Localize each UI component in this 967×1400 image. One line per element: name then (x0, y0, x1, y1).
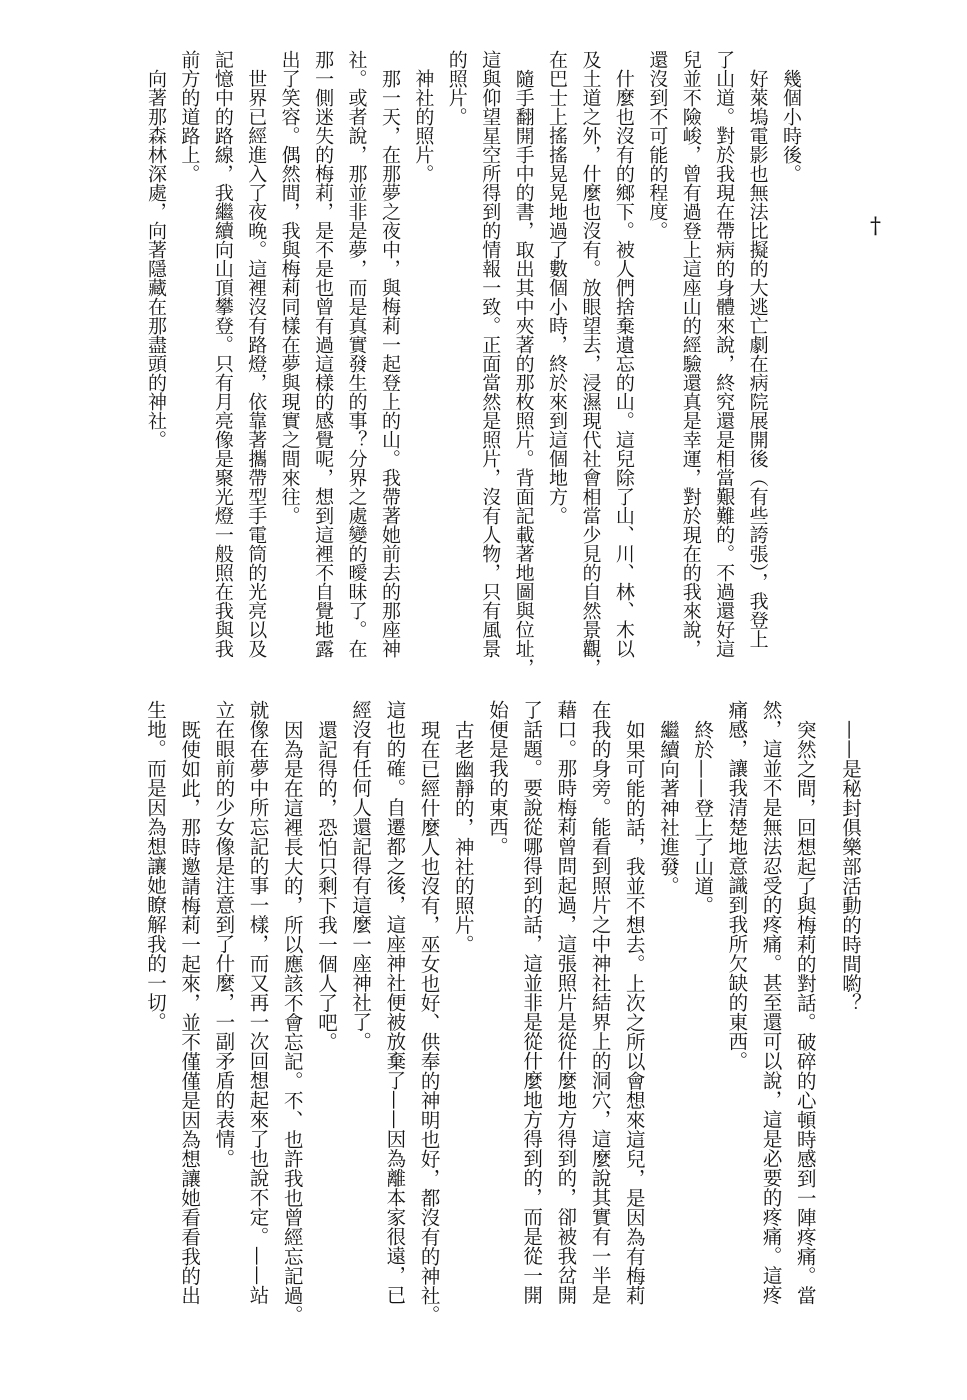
text-line: 生地。而是因為想讓她瞭解我的一切。 (143, 700, 167, 1032)
paragraph (480, 700, 651, 1340)
text-line: 這與仰望星空所得到的情報一致。正面當然是照片，沒有人物，只有風景 (479, 50, 502, 658)
text-line: 那一側迷失的梅莉，是不是也曾有過這樣的感覺呢，想到這裡不自覺地露 (312, 50, 335, 658)
text-line: 社。或者說，那並非是夢，而是真實發生的事？分界之處變的曖昧了。在 (345, 50, 368, 658)
paragraph (206, 700, 309, 1340)
section-break-mark: † (870, 214, 881, 239)
text-line: 古老幽靜的，神社的照片。 (451, 719, 475, 954)
upper-text-block (139, 50, 807, 680)
text-line: 什麼也沒有的鄉下。被人們捨棄遺忘的山。這兒除了山、川、林、木以 (612, 69, 635, 658)
paragraph (833, 700, 867, 1340)
text-line: 那一天，在那夢之夜中，與梅莉一起登上的山。我帶著她前去的那座神 (378, 69, 401, 658)
text-line: 終於——登上了山道。 (691, 719, 715, 915)
text-line: 立在眼前的少女像是注意到了什麼，一副矛盾的表情。 (212, 700, 236, 1168)
text-line: 在巴士上搖搖晃晃地過了數個小時，終於來到這個地方。 (546, 50, 569, 525)
text-line: 繼續向著神社進發。 (656, 719, 680, 895)
text-line: 如果可能的話，我並不想去。上次之所以會想來這兒，是因為有梅莉 (622, 719, 646, 1305)
text-line: ——是秘封俱樂部活動的時間喲？ (839, 719, 862, 1012)
text-line: 還記得的，恐怕只剩下我一個人了吧。 (314, 719, 338, 1051)
paragraph (651, 700, 685, 1340)
paragraph (540, 50, 640, 680)
paragraph (439, 50, 539, 680)
text-line: 這也的確。自遷都之後，這座神社便被放棄了——因為離本家很遠，已 (383, 700, 407, 1305)
text-line: 世界已經進入了夜晚。這裡沒有路燈，依靠著攜帶型手電筒的光亮以及 (245, 69, 268, 658)
text-line: 既使如此，那時邀請梅莉一起來，並不僅僅是因為想讓她看看我的出 (178, 719, 202, 1305)
text-line: 了山道。對於我現在帶病的身體來說，終究還是相當艱難的。不過還好這 (713, 50, 736, 658)
text-line: 經沒有任何人還記得有這麼一座神社了。 (349, 700, 373, 1051)
text-line: 就像在夢中所忘記的事一樣，而又再一次回想起來了也說不定。——站 (246, 700, 270, 1305)
text-line: 然，這並不是無法忍受的疼痛。甚至還可以說，這是必要的疼痛。這疼 (759, 700, 783, 1305)
text-line: 始便是我的東西。 (485, 700, 509, 856)
text-line: 在我的身旁。能看到照片之中神社結界上的洞穴，這麼說其實有一半是 (588, 700, 612, 1305)
text-line: 記憶中的路線，我繼續向山頂攀登。只有月亮像是聚光燈一般照在我與我 (211, 50, 234, 658)
text-line: 好萊塢電影也無法比擬的大逃亡劇在病院展開後（有些誇張），我登上 (746, 69, 769, 649)
paragraph (774, 50, 807, 680)
text-line: 痛感，讓我清楚地意識到我所欠缺的東西。 (725, 700, 749, 1071)
text-line: 的照片。 (445, 50, 468, 126)
text-line: 出了笑容。偶然間，我與梅莉同樣在夢與現實之間來往。 (278, 50, 301, 525)
paragraph (685, 700, 719, 1340)
text-line: 及土道之外，什麼也沒有。放眼望去，浸濕現代社會相當少見的自然景觀， (579, 50, 602, 677)
text-line: 現在已經什麼人也沒有，巫女也好、供奉的神明也好，都沒有的神社。 (417, 719, 441, 1324)
paragraph (172, 50, 272, 680)
paragraph (272, 50, 406, 680)
paragraph (640, 50, 774, 680)
paragraph (719, 700, 822, 1340)
text-line: 了話題。要說從哪得到的話，這並非是從什麼地方得到的，而是從一開 (520, 700, 544, 1305)
paragraph (406, 50, 439, 680)
text-line: 兒並不險峻，曾有過登上這座山的經驗還真是幸運，對於現在的我來說， (679, 50, 702, 658)
text-line: 神社的照片。 (412, 69, 435, 183)
text-line: 前方的道路上。 (178, 50, 201, 183)
text-line: 因為是在這裡長大的，所以應該不會忘記。不、也許我也曾經忘記過。 (280, 719, 304, 1324)
text-line: 隨手翻開手中的書，取出其中夾著的那枚照片。背面記載著地圖與位址， (512, 69, 535, 677)
paragraph (139, 50, 172, 680)
paragraph (309, 700, 343, 1340)
text-line: 藉口。那時梅莉曾問起過，這張照片是從什麼地方得到的，卻被我岔開 (554, 700, 578, 1305)
paragraph (446, 700, 480, 1340)
text-line: 幾個小時後。 (780, 69, 802, 183)
text-line: 突然之間，回想起了與梅莉的對話。破碎的心頓時感到一陣疼痛。當 (793, 719, 817, 1305)
paragraph (343, 700, 446, 1340)
paragraph (138, 700, 206, 1340)
text-line: 還沒到不可能的程度。 (646, 50, 669, 240)
text-line: 向著那森林深處，向著隱藏在那盡頭的神社。 (144, 69, 167, 449)
lower-text-block (138, 700, 867, 1340)
